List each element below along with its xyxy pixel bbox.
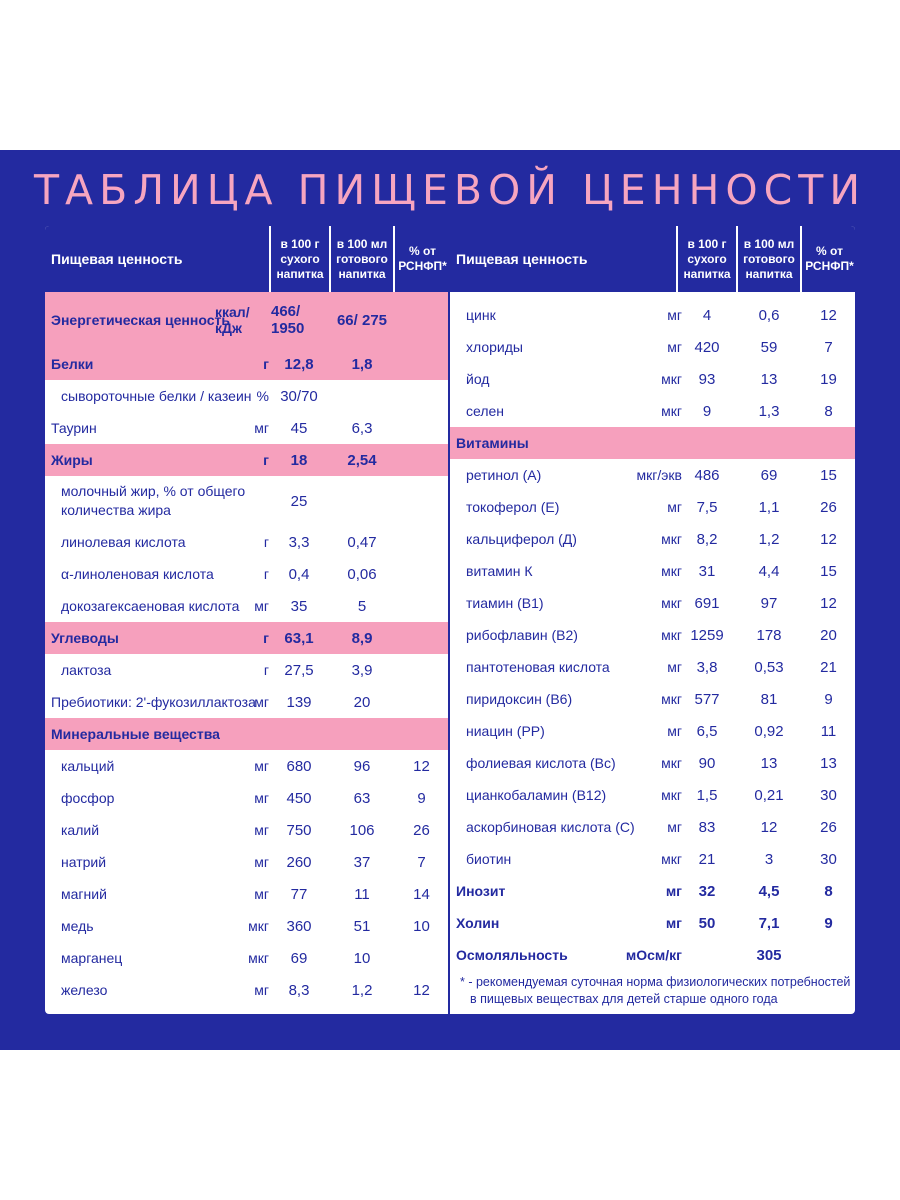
row-value-pct: 15 (820, 466, 837, 484)
row-unit: г (263, 534, 269, 550)
row-unit: мкг/экв (636, 467, 682, 483)
row-value-pct: 11 (820, 722, 837, 740)
row-value-100ml: 0,53 (754, 658, 784, 676)
table-row (450, 395, 855, 427)
row-value-100ml: 7,1 (758, 914, 780, 932)
row-value-100ml: 96 (353, 757, 371, 775)
row-value-100ml: 11 (354, 885, 370, 903)
row-value-pct: 12 (413, 757, 430, 775)
row-value-100ml: 0,21 (754, 786, 784, 804)
row-unit: мг (667, 499, 682, 515)
row-name: ретинол (А) (466, 467, 542, 483)
row-unit: г (263, 662, 269, 678)
row-value-100g: 466/ 1950 (271, 303, 305, 337)
row-value-pct: 10 (413, 917, 430, 935)
table-row (45, 942, 448, 974)
table-row (45, 590, 448, 622)
row-value-100g: 50 (698, 914, 716, 932)
row-value-pct: 30 (820, 850, 837, 868)
row-name: цинк (466, 307, 496, 323)
row-value-100g: 450 (286, 789, 312, 807)
table-row (450, 747, 855, 779)
row-value-pct: 8 (824, 402, 833, 420)
row-name: магний (61, 886, 107, 902)
row-name: хлориды (466, 339, 523, 355)
row-value-100g: 45 (290, 419, 308, 437)
row-value-100g: 7,5 (696, 498, 718, 516)
row-value-pct: 21 (820, 658, 837, 676)
row-value-100g: 3,3 (288, 533, 310, 551)
table-row (45, 878, 448, 910)
row-name: Осмоляльность (456, 947, 568, 963)
row-value-100g: 12,8 (284, 355, 314, 373)
row-value-100g: 93 (698, 370, 716, 388)
row-unit: мг (667, 307, 682, 323)
table-row (450, 715, 855, 747)
row-unit: мкг (661, 371, 682, 387)
row-unit: мг (254, 982, 269, 998)
row-value-100ml: 0,92 (754, 722, 784, 740)
row-name: фолиевая кислота (Вс) (466, 755, 616, 771)
row-value-100ml: 1,1 (758, 498, 780, 516)
right-table (450, 226, 855, 1014)
row-value-pct: 26 (820, 498, 837, 516)
row-value-100g: 0,4 (288, 565, 310, 583)
table-row (450, 299, 855, 331)
row-value-pct (802, 427, 855, 459)
table-row (450, 683, 855, 715)
table-row (450, 651, 855, 683)
row-value-100g: 8,3 (288, 981, 310, 999)
table-row (45, 686, 448, 718)
row-value-100g: 90 (698, 754, 716, 772)
left-table-header (45, 226, 448, 292)
table-row (450, 939, 855, 971)
row-unit: мкг (661, 563, 682, 579)
row-value-pct (395, 348, 448, 380)
row-unit (215, 476, 269, 526)
row-value-100ml: 13 (760, 754, 778, 772)
row-name: медь (61, 918, 94, 934)
row-value-pct: 13 (820, 754, 837, 772)
row-name: Инозит (456, 883, 506, 899)
row-value-pct: 9 (824, 690, 833, 708)
row-value-100ml (331, 380, 393, 412)
header-name: Пищевая ценность (456, 251, 588, 267)
row-unit: мкг (661, 595, 682, 611)
row-name: Холин (456, 915, 500, 931)
row-value-100g: 31 (698, 562, 716, 580)
row-value-100ml: 1,2 (351, 981, 373, 999)
header-per-100g: в 100 г сухого напитка (676, 226, 736, 292)
row-value-pct: 14 (413, 885, 430, 903)
row-value-100ml: 305 (756, 946, 782, 964)
page-title: ТАБЛИЦА ПИЩЕВОЙ ЦЕННОСТИ (34, 166, 866, 214)
row-value-100ml: 0,47 (347, 533, 377, 551)
row-value-100ml: 63 (353, 789, 371, 807)
row-value-100ml: 2,54 (347, 451, 377, 469)
row-value-100g: 21 (698, 850, 716, 868)
row-unit: мг (254, 758, 269, 774)
row-unit: мг (254, 822, 269, 838)
row-value-pct (395, 292, 448, 348)
row-value-pct: 12 (820, 594, 837, 612)
row-value-100ml: 37 (353, 853, 371, 871)
table-row (45, 782, 448, 814)
row-value-100g: 3,8 (696, 658, 718, 676)
row-name: биотин (466, 851, 512, 867)
table-row (45, 910, 448, 942)
table-row (45, 526, 448, 558)
row-value-pct: 9 (824, 914, 833, 932)
table-row (450, 907, 855, 939)
row-name: Минеральные вещества (51, 726, 220, 742)
row-name: витамин К (466, 563, 533, 579)
row-value-100ml: 3,9 (351, 661, 373, 679)
row-value-pct (395, 558, 448, 590)
header-name: Пищевая ценность (51, 251, 183, 267)
table-row (45, 622, 448, 654)
left-table (45, 226, 448, 1014)
table-row (45, 412, 448, 444)
row-value-pct: 12 (820, 530, 837, 548)
row-value-pct: 12 (413, 981, 430, 999)
row-value-100g: 1259 (690, 626, 724, 644)
header-per-100g: в 100 г сухого напитка (269, 226, 329, 292)
table-row (450, 779, 855, 811)
table-row (450, 427, 855, 459)
row-name: α-линоленовая кислота (61, 566, 214, 582)
row-value-pct (395, 412, 448, 444)
row-value-100g: 360 (286, 917, 312, 935)
row-name: Пребиотики: 2'-фукозиллактоза (51, 694, 256, 710)
table-row (450, 523, 855, 555)
table-row (450, 555, 855, 587)
row-unit: мкг (661, 691, 682, 707)
row-unit: % (256, 388, 269, 404)
row-value-100g: 32 (698, 882, 716, 900)
row-name: Жиры (51, 452, 93, 468)
row-value-pct: 12 (820, 306, 837, 324)
table-row (450, 843, 855, 875)
table-row (45, 444, 448, 476)
row-value-100ml: 66/ 275 (336, 311, 388, 329)
row-value-100g: 139 (286, 693, 312, 711)
row-value-100g: 420 (694, 338, 720, 356)
row-unit: мг (667, 723, 682, 739)
row-name: молочный жир, % от общего количества жира (61, 483, 246, 518)
row-unit: мкг (661, 627, 682, 643)
row-value-pct (395, 526, 448, 558)
row-name: рибофлавин (В2) (466, 627, 578, 643)
row-value-100ml: 13 (760, 370, 778, 388)
row-name: кальций (61, 758, 115, 774)
row-value-100ml: 4,4 (758, 562, 780, 580)
row-name: аскорбиновая кислота (С) (466, 819, 635, 835)
row-value-100g: 260 (286, 853, 312, 871)
row-value-100g: 77 (290, 885, 308, 903)
row-unit: мг (254, 694, 269, 710)
row-value-100g: 63,1 (284, 629, 314, 647)
row-unit: г (263, 630, 269, 646)
row-value-pct (395, 686, 448, 718)
row-name: тиамин (В1) (466, 595, 544, 611)
row-unit: г (263, 566, 269, 582)
row-unit: мкг (661, 403, 682, 419)
row-value-pct: 19 (820, 370, 837, 388)
row-value-pct (802, 939, 855, 971)
row-name: цианкобаламин (В12) (466, 787, 607, 803)
row-unit: мкг (661, 787, 682, 803)
row-value-100g (678, 939, 736, 971)
table-row (450, 587, 855, 619)
row-value-100ml: 59 (760, 338, 778, 356)
row-value-100g: 9 (702, 402, 712, 420)
row-value-100g: 25 (290, 492, 308, 510)
row-name: калий (61, 822, 100, 838)
table-row (45, 380, 448, 412)
row-value-100ml: 69 (760, 466, 778, 484)
footnote (460, 974, 850, 1008)
row-unit: мкг (248, 950, 269, 966)
row-name: докозагексаеновая кислота (61, 598, 240, 614)
header-pct: % от РСНФП* (393, 226, 450, 292)
table-row (45, 814, 448, 846)
row-value-pct: 30 (820, 786, 837, 804)
row-value-100ml: 0,06 (347, 565, 377, 583)
row-name: Таурин (51, 420, 97, 436)
header-per-100ml: в 100 мл готового напитка (736, 226, 800, 292)
row-value-100ml: 3 (764, 850, 774, 868)
row-value-100ml: 1,8 (351, 355, 373, 373)
row-unit: мкг (248, 918, 269, 934)
footnote-line-1: * - рекомендуемая суточная норма физиологических потребностей (460, 975, 851, 989)
row-value-pct (395, 476, 448, 526)
row-value-100ml: 20 (353, 693, 371, 711)
row-name: йод (466, 371, 490, 387)
row-unit: мОсм/кг (625, 947, 682, 963)
row-value-pct: 7 (824, 338, 833, 356)
row-value-100ml: 6,3 (351, 419, 373, 437)
row-unit: г (263, 356, 269, 372)
row-name: Энергетическая ценность (51, 311, 230, 328)
table-row (45, 974, 448, 1006)
row-name: пиридоксин (В6) (466, 691, 573, 707)
row-value-100g (678, 427, 736, 459)
header-pct: % от РСНФП* (800, 226, 855, 292)
row-unit: г (263, 452, 269, 468)
row-value-pct (395, 622, 448, 654)
row-value-100g: 750 (286, 821, 312, 839)
header-per-100ml: в 100 мл готового напитка (329, 226, 393, 292)
row-unit: мг (254, 790, 269, 806)
row-unit: мг (667, 339, 682, 355)
row-name: пантотеновая кислота (466, 659, 610, 675)
row-value-100g (271, 718, 327, 750)
row-value-pct (395, 942, 448, 974)
row-value-pct (395, 380, 448, 412)
row-value-pct: 9 (417, 789, 426, 807)
row-value-pct: 8 (824, 882, 833, 900)
row-value-100ml: 178 (756, 626, 782, 644)
row-unit: мг (254, 420, 269, 436)
row-unit: мг (667, 819, 682, 835)
row-value-100ml: 8,9 (351, 629, 373, 647)
table-row (45, 654, 448, 686)
row-value-100g: 486 (694, 466, 720, 484)
row-value-100ml (738, 427, 800, 459)
row-value-pct (395, 444, 448, 476)
row-name: Витамины (456, 435, 529, 451)
row-unit: мг (667, 659, 682, 675)
row-unit: мг (254, 886, 269, 902)
table-row (450, 875, 855, 907)
table-row (45, 750, 448, 782)
right-table-header (450, 226, 855, 292)
row-value-100g: 8,2 (696, 530, 718, 548)
row-value-100g: 680 (286, 757, 312, 775)
row-name: натрий (61, 854, 107, 870)
row-value-100ml: 81 (760, 690, 778, 708)
row-value-100ml: 97 (760, 594, 778, 612)
row-value-100g: 577 (694, 690, 720, 708)
row-value-100g: 35 (290, 597, 308, 615)
row-name: железо (61, 982, 108, 998)
row-value-100g: 27,5 (284, 661, 314, 679)
row-value-100g: 4 (702, 306, 712, 324)
table-row (450, 363, 855, 395)
table-row (450, 619, 855, 651)
row-value-100ml: 106 (349, 821, 375, 839)
row-name: марганец (61, 950, 123, 966)
row-unit: мкг (661, 531, 682, 547)
row-value-100g: 69 (290, 949, 308, 967)
row-value-100g: 1,5 (696, 786, 718, 804)
table-row (450, 491, 855, 523)
row-name: ниацин (РР) (466, 723, 545, 739)
footnote-line-2: в пищевых веществах для детей старше одного года (470, 992, 778, 1006)
table-row (450, 459, 855, 491)
row-value-pct (395, 654, 448, 686)
row-value-100g: 83 (698, 818, 716, 836)
table-row (450, 811, 855, 843)
table-row (45, 348, 448, 380)
row-value-pct: 20 (820, 626, 837, 644)
row-name: Углеводы (51, 630, 119, 646)
row-value-100g: 691 (694, 594, 720, 612)
row-name: селен (466, 403, 505, 419)
row-value-100ml: 1,2 (758, 530, 780, 548)
row-name: фосфор (61, 790, 115, 806)
row-name: лактоза (61, 662, 112, 678)
row-value-100ml: 5 (357, 597, 367, 615)
row-value-100g: 6,5 (696, 722, 718, 740)
row-name: линолевая кислота (61, 534, 186, 550)
row-name: токоферол (Е) (466, 499, 560, 515)
row-unit: мг (254, 854, 269, 870)
row-unit: ккал/ кДж (215, 304, 250, 336)
row-name: Белки (51, 356, 94, 372)
row-value-100ml: 0,6 (758, 306, 780, 324)
table-row (450, 331, 855, 363)
row-unit (215, 718, 269, 750)
table-row (45, 846, 448, 878)
row-value-pct: 7 (417, 853, 426, 871)
row-unit: мг (254, 598, 269, 614)
row-value-pct: 26 (820, 818, 837, 836)
row-value-100ml: 10 (353, 949, 371, 967)
row-value-100ml: 4,5 (758, 882, 780, 900)
table-row (45, 558, 448, 590)
row-value-100ml: 1,3 (758, 402, 780, 420)
row-value-pct (395, 590, 448, 622)
table-row (45, 476, 448, 526)
row-value-pct (395, 718, 448, 750)
row-unit: мкг (661, 851, 682, 867)
table-row (45, 718, 448, 750)
table-row (45, 292, 448, 348)
row-value-100ml: 12 (760, 818, 778, 836)
row-value-100ml (331, 718, 393, 750)
row-value-100g: 30/70 (280, 387, 318, 405)
row-unit (600, 427, 682, 459)
row-unit: мг (665, 915, 682, 931)
row-value-100g: 18 (290, 451, 308, 469)
row-value-100ml (331, 476, 393, 526)
row-unit: мкг (661, 755, 682, 771)
row-value-100ml: 51 (353, 917, 371, 935)
row-name: сывороточные белки / казеин (61, 388, 252, 404)
nutrition-table (45, 226, 855, 1014)
row-unit: мг (665, 883, 682, 899)
row-value-pct: 15 (820, 562, 837, 580)
row-name: кальциферол (Д) (466, 531, 577, 547)
row-value-pct: 26 (413, 821, 430, 839)
